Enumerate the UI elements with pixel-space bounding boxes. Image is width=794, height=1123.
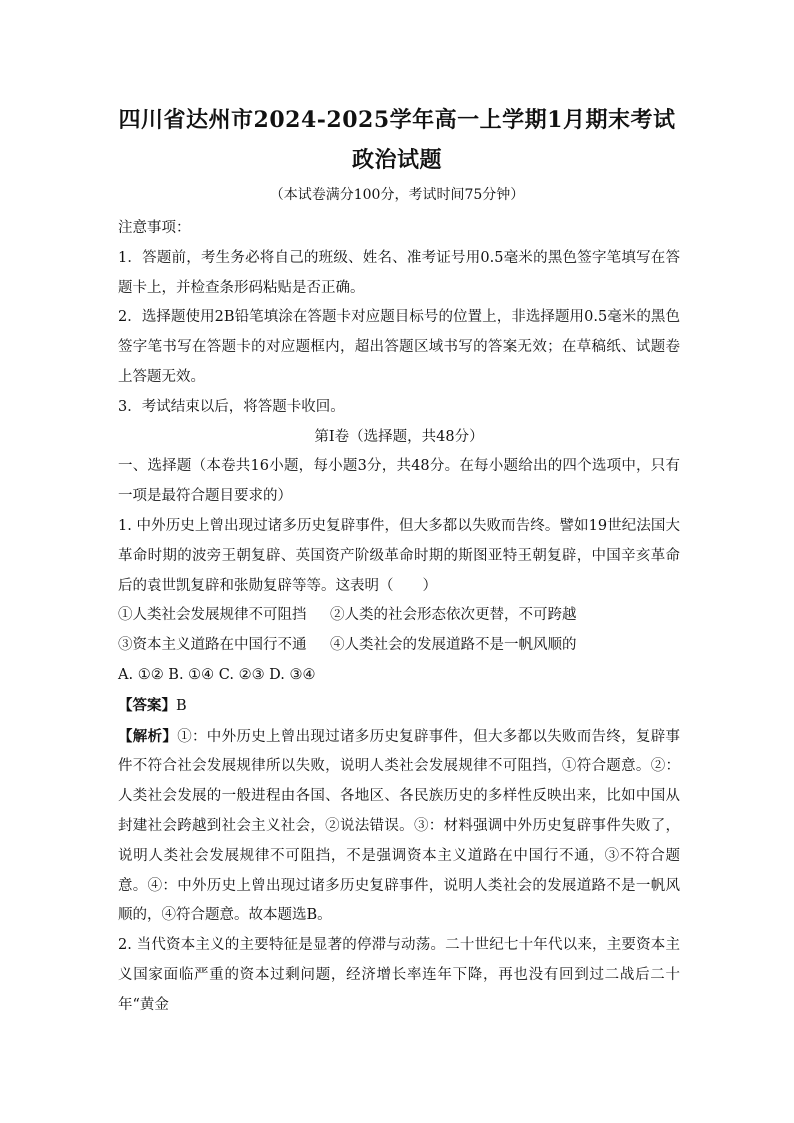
exam-info: （本试卷满分100分，考试时间75分钟） (269, 187, 525, 203)
question-1-options-row1 (118, 601, 680, 631)
section-heading: 第Ⅰ卷（选择题，共48分） (314, 428, 484, 445)
part-heading: 一、选择题（本卷共16小题，每小题3分，共48分。在每小题给出的四个选项中，只有一项是最符合题目要求的） (118, 458, 680, 505)
question-1-choices: A. ①② B. ①④ C. ②③ D. ③④ (118, 666, 316, 683)
question-1-options-row2 (118, 631, 680, 661)
analysis-text: ①：中外历史上曾出现过诸多历史复辟事件，但大多都以失败而告终，复辟事件不符合社会发展规律所以失败，说明人类社会发展规律不可阻挡，①符合题意。②：人类社会发展的一般进程由各国、各地区、各民族历史的多样性反映出来，比如中国从封建社会跨越到社会主义社会，②说法错误。③：材料强调中外历史复辟事件失败了，说明人类社会发展规律不可阻挡，不是强调资本主义道路在中国行不通，③不符合题意。④：中外历史上曾出现过诸多历史复辟事件，说明人类社会的发展道路不是一帆风顺的，④符合题意。故本题选B。 (118, 728, 681, 924)
analysis-label: 【解析】 (118, 727, 178, 745)
answer-label: 【答案】 (118, 696, 176, 714)
page-title: 四川省达州市2024-2025学年高一上学期1月期末考试 (118, 107, 676, 133)
question-1-stem: 1. 中外历史上曾出现过诸多历史复辟事件，但大多都以失败而告终。譬如19世纪法国大革命时期的波旁王朝复辟、英国资产阶级革命时期的斯图亚特王朝复辟，中国辛亥革命后的袁世凯复辟和张勋复辟等等。这表明（ ） (118, 517, 680, 594)
question-1-analysis (118, 722, 680, 932)
notice-item: 2．选择题使用2B铅笔填涂在答题卡对应题目标号的位置上，非选择题用0.5毫米的黑色签字笔书写在答题卡的对应题框内，超出答题区域书写的答案无效；在草稿纸、试题卷上答题无效。 (118, 309, 680, 385)
option-1: ①人类社会发展规律不可阻挡 (118, 607, 307, 624)
option-4: ④人类社会的发展道路不是一帆风顺的 (330, 637, 577, 654)
notice-item: 3．考试结束以后，将答题卡收回。 (118, 398, 345, 415)
question-1-answer (118, 691, 680, 722)
option-2: ②人类的社会形态依次更替，不可跨越 (330, 607, 577, 624)
subject-title: 政治试题 (351, 147, 442, 173)
question-2-stem: 2. 当代资本主义的主要特征是显著的停滞与动荡。二十世纪七十年代以来，主要资本主义国家面临严重的资本过剩问题，经济增长率连年下降，再也没有回到过二战后二十年“黄金 (118, 937, 680, 1013)
notice-heading: 注意事项： (118, 220, 191, 236)
option-3: ③资本主义道路在中国行不通 (118, 637, 307, 654)
document-body (118, 214, 680, 1021)
answer-value: B (176, 697, 187, 714)
notice-item: 1．答题前，考生务必将自己的班级、姓名、准考证号用0.5毫米的黑色签字笔填写在答题卡上，并检查条形码粘贴是否正确。 (118, 249, 680, 296)
